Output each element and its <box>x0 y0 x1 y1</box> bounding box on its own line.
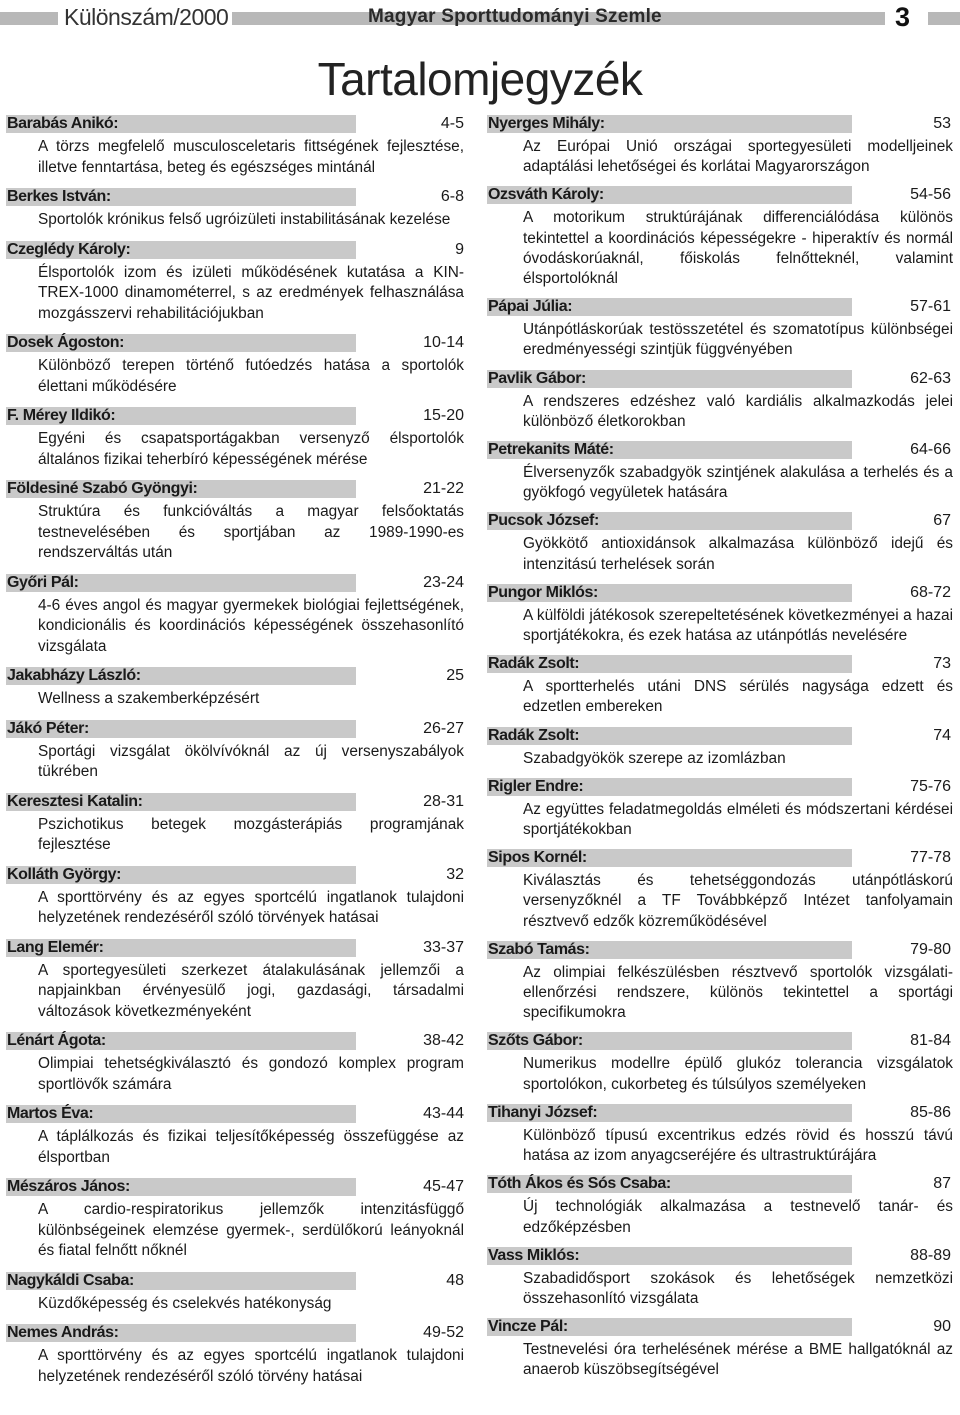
toc-entry-header <box>6 403 466 429</box>
toc-pages: 9 <box>455 240 464 258</box>
toc-pages: 79-80 <box>910 940 951 958</box>
toc-article-title: Wellness a szakemberképzésért <box>38 690 260 707</box>
toc-author: Dosek Ágoston: <box>7 334 125 351</box>
toc-author: Pucsok József: <box>488 512 599 530</box>
toc-article-title: Utánpótláskorúak testösszetétel és szomatotípus különbségei eredményességi szintjük függvényében <box>523 321 953 359</box>
toc-entry <box>6 570 466 658</box>
toc-entry-header <box>6 935 466 961</box>
toc-pages: 73 <box>933 655 951 673</box>
toc-article-title: A rendszeres edzéshez való kardiális alkalmazkodás jelei különböző életkorokban <box>523 392 953 430</box>
toc-pages: 77-78 <box>910 849 951 867</box>
toc-entry <box>6 1268 466 1315</box>
toc-author: Vass Miklós: <box>488 1246 580 1264</box>
toc-author: Berkes István: <box>7 188 111 205</box>
toc-pages: 10-14 <box>423 334 464 351</box>
toc-author: Lang Elemér: <box>7 938 104 956</box>
toc-entry <box>487 1100 953 1166</box>
toc-author: Tóth Ákos és Sós Csaba: <box>488 1175 671 1193</box>
toc-article-title: Numerikus modellre épülő glukóz tolerancia vizsgálatok sportolókon, cukorbeteg és túlsúlyos személyeken <box>523 1055 953 1093</box>
toc-entry-header <box>487 508 953 534</box>
toc-entry-header <box>487 111 953 137</box>
toc-author: Tihanyi József: <box>488 1103 598 1121</box>
toc-author: Czeglédy Károly: <box>7 240 131 258</box>
toc-entry-header <box>6 1101 466 1127</box>
toc-entry-header <box>487 182 953 208</box>
toc-article-title: A sportterhelés utáni DNS sérülés nagysága edzett és edzetlen embereken <box>523 678 953 716</box>
toc-article-title: Élversenyzők szabadgyök szintjének alakulása a terhelés és a gyökfogó vegyületek hatására <box>523 464 953 502</box>
toc-entry <box>6 111 466 178</box>
toc-article-title: Szabadidősport szokások és lehetőségek nemzetközi összehasonlító vizsgálata <box>523 1269 953 1307</box>
toc-author: Lénárt Ágota: <box>7 1032 106 1049</box>
toc-entry-header <box>6 330 466 356</box>
toc-entry <box>487 366 953 432</box>
toc-entry-header <box>487 1314 953 1340</box>
toc-author: Győri Pál: <box>7 573 79 591</box>
toc-entry <box>487 182 953 289</box>
toc-pages: 21-22 <box>423 480 464 497</box>
toc-author: Barabás Anikó: <box>7 115 119 132</box>
toc-entry <box>6 1028 466 1095</box>
toc-entry-header <box>487 1028 953 1054</box>
toc-author: Petrekanits Máté: <box>488 441 614 459</box>
toc-author: Ozsváth Károly: <box>488 186 604 204</box>
toc-entry <box>487 723 953 769</box>
toc-article-title: A sporttörvény és az egyes sportcélú ingatlanok tulajdoni helyzetének rendezéséről szóló törvény hatásai <box>38 1347 464 1385</box>
toc-entry <box>487 1028 953 1094</box>
toc-article-title: Gyökkötő antioxidánsok alkalmazása különböző idejű és intenzitású terhelések során <box>523 535 953 573</box>
toc-entry-header <box>487 774 953 800</box>
toc-entry <box>6 184 466 231</box>
toc-author: Keresztesi Katalin: <box>7 792 143 810</box>
toc-article-title: Sportolók krónikus felső ugróizületi instabilitásának kezelése <box>38 211 451 228</box>
toc-author: Mészáros János: <box>7 1178 130 1195</box>
toc-entry-header <box>6 789 466 815</box>
toc-pages: 88-89 <box>910 1246 951 1264</box>
toc-pages: 68-72 <box>910 583 951 601</box>
toc-pages: 54-56 <box>910 186 951 204</box>
toc-entry-header <box>487 845 953 871</box>
toc-entry-header <box>6 862 466 888</box>
toc-entry <box>6 663 466 710</box>
toc-entry <box>6 476 466 564</box>
toc-author: Vincze Pál: <box>488 1318 568 1336</box>
toc-entry <box>6 403 466 470</box>
toc-entry-header <box>487 651 953 677</box>
toc-entry <box>487 580 953 646</box>
header-rule-right <box>928 12 960 25</box>
toc-article-title: 4-6 éves angol és magyar gyermekek biológiai fejlettségének, kondicionális és koordinációs képességének összehasonlító vizsgálata <box>38 596 464 655</box>
toc-article-title: Új technológiák alkalmazása a testnevelő tanár- és edzőképzésben <box>523 1198 953 1236</box>
toc-author: Pungor Miklós: <box>488 583 598 601</box>
toc-entry-header <box>6 570 466 596</box>
toc-entry-header <box>6 716 466 742</box>
toc-article-title: Az együttes feladatmegoldás elméleti és módszertani kérdései sportjátékokban <box>523 800 953 839</box>
toc-entry-header <box>487 1100 953 1126</box>
toc-entry <box>487 1243 953 1309</box>
toc-entry-header <box>487 580 953 606</box>
toc-pages: 64-66 <box>910 441 951 459</box>
toc-author: Nyerges Mihály: <box>488 115 605 132</box>
toc-author: F. Mérey Ildikó: <box>7 407 116 424</box>
toc-pages: 74 <box>933 726 951 744</box>
toc-entry-header <box>6 663 466 689</box>
toc-pages: 67 <box>933 512 951 530</box>
toc-article-title: Élsportolók izom és izületi működésének kutatása a KIN-TREX-1000 dinamométerrel, s az eredmények felhasználása mozgásszervi rehabilitációjukban <box>38 263 464 322</box>
toc-entry-header <box>487 437 953 463</box>
toc-pages: 87 <box>933 1175 951 1193</box>
toc-pages: 4-5 <box>440 115 464 132</box>
toc-pages: 57-61 <box>910 298 951 316</box>
toc-pages: 43-44 <box>423 1105 464 1122</box>
toc-author: Földesiné Szabó Gyöngyi: <box>7 480 198 497</box>
toc-article-title: Egyéni és csapatsportágakban versenyző élsportolók általános fizikai teherbíró képességének mérése <box>38 430 464 468</box>
toc-pages: 38-42 <box>423 1032 464 1049</box>
toc-entry <box>6 1174 466 1262</box>
toc-author: Pavlik Gábor: <box>488 369 586 387</box>
toc-pages: 81-84 <box>910 1032 951 1050</box>
toc-author: Kolláth György: <box>7 865 122 883</box>
toc-article-title: Szabadgyökök szerepe az izomlázban <box>523 749 786 767</box>
toc-entry <box>6 1320 466 1387</box>
toc-pages: 75-76 <box>910 777 951 795</box>
right-column <box>487 111 953 1386</box>
toc-pages: 23-24 <box>423 573 464 591</box>
toc-article-title: Sportági vizsgálat ökölvívóknál az új versenyszabályok tükrében <box>38 742 464 780</box>
header-rule-left <box>0 12 58 25</box>
page-header <box>0 0 960 36</box>
toc-article-title: Az Európai Unió országai sportegyesületi modelljeinek adaptálási lehetőségei és korlátai Magyarországon <box>523 138 953 176</box>
toc-entry <box>487 774 953 840</box>
toc-article-title: Struktúra és funkcióváltás a magyar felsőoktatás testnevelésében és sportjában az 1989-1990-es rendszerváltás után <box>38 503 464 561</box>
toc-entry-header <box>487 294 953 320</box>
toc-author: Martos Éva: <box>7 1105 94 1122</box>
toc-author: Radák Zsolt: <box>488 655 580 673</box>
toc-entry <box>6 330 466 397</box>
toc-entry <box>487 845 953 932</box>
toc-entry-header <box>6 1174 466 1200</box>
toc-entry-header <box>6 1268 466 1294</box>
toc-entry <box>6 716 466 783</box>
toc-entry-header <box>487 723 953 749</box>
toc-entry <box>6 862 466 929</box>
toc-entry <box>487 111 953 177</box>
page-number: 3 <box>889 2 916 33</box>
toc-entry <box>6 1101 466 1168</box>
toc-author: Szőts Gábor: <box>488 1032 583 1050</box>
toc-article-title: Pszichotikus betegek mozgásterápiás programjának fejlesztése <box>38 815 464 853</box>
toc-entry-header <box>6 237 466 263</box>
toc-entry <box>487 294 953 360</box>
toc-entry-header <box>6 476 466 502</box>
toc-entry <box>6 789 466 856</box>
toc-pages: 53 <box>933 115 951 132</box>
toc-pages: 6-8 <box>440 188 464 205</box>
toc-entry <box>6 935 466 1023</box>
toc-author: Pápai Júlia: <box>488 298 573 316</box>
toc-pages: 25 <box>446 667 464 684</box>
issue-label: Különszám/2000 <box>60 4 232 31</box>
toc-article-title: A sporttörvény és az egyes sportcélú ingatlanok tulajdoni helyzetének rendezéséről szóló törvények hatásai <box>38 888 464 926</box>
toc-entry <box>487 508 953 574</box>
toc-pages: 26-27 <box>423 719 464 737</box>
toc-author: Rigler Endre: <box>488 777 584 795</box>
toc-entry <box>487 437 953 503</box>
toc-entry <box>487 1314 953 1380</box>
toc-pages: 33-37 <box>423 938 464 956</box>
toc-author: Szabó Tamás: <box>488 940 590 958</box>
toc-article-title: A táplálkozás és fizikai teljesítőképesség összefüggése az élsportban <box>38 1128 464 1166</box>
toc-entry-header <box>487 366 953 392</box>
toc-author: Nagykáldi Csaba: <box>7 1271 134 1289</box>
toc-article-title: Olimpiai tehetségkiválasztó és gondozó komplex program sportlövők számára <box>38 1055 464 1093</box>
toc-entry-header <box>6 1320 466 1346</box>
toc-pages: 45-47 <box>423 1178 464 1195</box>
toc-article-title: Különböző típusú excentrikus edzés rövid és hosszú távú hatása az izom anyagcseréjére és ultrastruktúrájára <box>523 1126 953 1165</box>
toc-article-title: Küzdőképesség és cselekvés hatékonyság <box>38 1294 332 1312</box>
toc-pages: 85-86 <box>910 1103 951 1121</box>
toc-entry <box>487 651 953 717</box>
toc-entry <box>487 1171 953 1237</box>
toc-article-title: Kiválasztás és tehetséggondozás utánpótláskorú versenyzőknél a TF Továbbképző Intézet tanfolyamain résztvevő edzők közreműködésével <box>523 872 953 930</box>
toc-entry <box>487 937 953 1024</box>
toc-author: Radák Zsolt: <box>488 726 580 744</box>
toc-article-title: Az olimpiai felkészülésben résztvevő sportolók vizsgálati-ellenőrzési rendszere, különös tekintettel a sportági specifikumokra <box>523 963 953 1022</box>
toc-article-title: Különböző terepen történő futóedzés hatása a sportolók élettani működésére <box>38 357 464 395</box>
journal-name: Magyar Sporttudományi Szemle <box>368 6 662 27</box>
toc-article-title: A törzs megfelelő musculosceletaris fittségének fejlesztése, illetve fenntartása, beteg és egészséges mintánál <box>38 138 464 176</box>
toc-entry-header <box>487 1171 953 1197</box>
toc-author: Nemes András: <box>7 1324 119 1341</box>
toc-article-title: A motorikum struktúrájának differenciálódása különös tekintettel a koordinációs képességekre - hiperaktív és normál óvodáskorúaknál, főiskolás felnőtteknél, valamint élsportolóknál <box>523 209 953 288</box>
toc-author: Sipos Kornél: <box>488 849 587 867</box>
toc-article-title: A cardio-respiratorikus jellemzők intenzitásfüggő különbségeinek elemzése gyermek-, serdülőkorú leányoknál és fiatal felnőtt nőknél <box>38 1201 464 1259</box>
left-column <box>6 111 466 1393</box>
page-title: Tartalomjegyzék <box>317 53 643 105</box>
toc-pages: 62-63 <box>910 369 951 387</box>
toc-entry-header <box>487 1243 953 1269</box>
toc-author: Jákó Péter: <box>7 719 89 737</box>
toc-entry-header <box>487 937 953 963</box>
toc-article-title: A sportegyesületi szerkezet átalakulásának jellemzői a napjainkban érvényesülő jogi, gazdasági, társadalmi változások következményeként <box>38 961 464 1020</box>
toc-pages: 49-52 <box>423 1324 464 1341</box>
toc-entry-header <box>6 111 466 137</box>
toc-author: Jakabházy László: <box>7 667 141 684</box>
toc-pages: 15-20 <box>423 407 464 424</box>
toc-entry-header <box>6 184 466 210</box>
toc-article-title: Testnevelési óra terhelésének mérése a BME hallgatóknál az anaerob küszöbsegítségével <box>523 1341 953 1379</box>
toc-article-title: A külföldi játékosok szerepeltetésének következményei a hazai sportjátékokra, és ezek hatása az utánpótlás nevelésére <box>523 606 953 645</box>
toc-pages: 28-31 <box>423 792 464 810</box>
toc-pages: 48 <box>446 1271 464 1289</box>
toc-pages: 32 <box>446 865 464 883</box>
toc-entry-header <box>6 1028 466 1054</box>
toc-entry <box>6 237 466 325</box>
toc-pages: 90 <box>933 1318 951 1336</box>
